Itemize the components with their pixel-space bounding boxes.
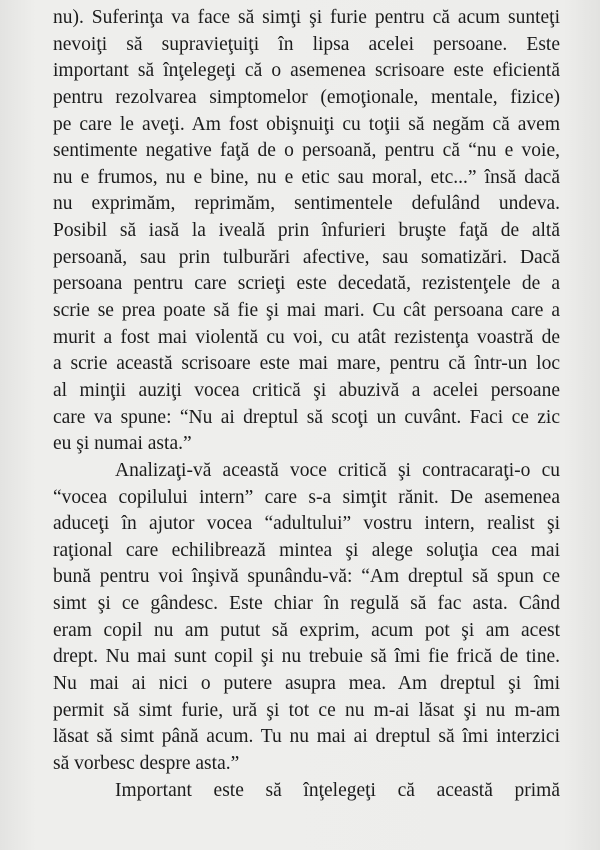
text-line: permit să simt furie, ură şi tot ce nu m-ai lăsat şi nu m-am bbox=[53, 699, 560, 721]
text-line: aduceţi în ajutor vocea “adultului” vostru intern, realist şi bbox=[53, 513, 560, 535]
text-line: pentru rezolvarea simptomelor (emoţionale, mentale, fizice) bbox=[53, 86, 560, 108]
text-line: nevoiţi să supravieţuiţi în lipsa acelei persoane. Este bbox=[53, 33, 560, 55]
paragraph-3 bbox=[53, 778, 560, 805]
text-line: simt şi ce gândesc. Este chiar în regulă să fac asta. Când bbox=[53, 593, 560, 615]
text-line: a scrie această scrisoare este mai mare, pentru că într-un loc bbox=[53, 353, 560, 375]
text-line: bună pentru voi înşivă spunându-vă: “Am dreptul să spun ce bbox=[53, 566, 560, 588]
text-line: lăsat să simt până acum. Tu nu mai ai dreptul să îmi interzici bbox=[53, 726, 560, 748]
text-line: murit a fost mai violentă cu voi, cu atât rezistenţa voastră de bbox=[53, 326, 560, 348]
text-line: nu exprimăm, reprimăm, sentimentele defulând undeva. bbox=[53, 193, 560, 215]
text-line: persoana pentru care scrieţi este decedată, rezistenţele de a bbox=[53, 273, 560, 295]
text-line: sentimente negative faţă de o persoană, pentru că “nu e voie, bbox=[53, 140, 560, 162]
text-line: eu şi numai asta.” bbox=[53, 433, 192, 455]
text-line: Nu mai ai nici o putere asupra mea. Am dreptul şi îmi bbox=[53, 673, 560, 695]
text-line: nu). Suferinţa va face să simţi şi furie pentru că acum sunteţi bbox=[53, 7, 560, 28]
text-line: Important este să înţelegeţi că această primă bbox=[115, 779, 560, 801]
text-line: care va spune: “Nu ai dreptul să scoţi un cuvânt. Faci ce zic bbox=[53, 406, 560, 428]
text-line: persoană, sau prin tulburări afective, sau somatizări. Dacă bbox=[53, 246, 560, 268]
text-line: “vocea copilului intern” care s-a simţit rănit. De asemenea bbox=[53, 486, 560, 508]
paragraph-2 bbox=[53, 458, 560, 778]
text-line: Analizaţi-vă această voce critică şi contracaraţi-o cu bbox=[115, 459, 560, 481]
text-line: scrie se prea poate să fie şi mai mari. Cu cât persoana care a bbox=[53, 300, 560, 322]
text-line: raţional care echilibrează mintea şi alege soluţia cea mai bbox=[53, 539, 560, 561]
text-line: Posibil să iasă la iveală prin înfurieri bruşte faţă de altă bbox=[53, 220, 560, 242]
text-line: al minţii auziţi vocea critică şi abuzivă a acelei persoane bbox=[53, 379, 560, 401]
text-line: drept. Nu mai sunt copil şi nu trebuie să îmi fie frică de tine. bbox=[53, 646, 560, 668]
paragraph-1 bbox=[53, 5, 560, 458]
text-line: pe care le aveţi. Am fost obişnuiţi cu toţii să negăm că avem bbox=[53, 113, 560, 135]
text-line: eram copil nu am putut să exprim, acum pot şi am acest bbox=[53, 619, 560, 641]
text-line: important să înţelegeţi că o asemenea scrisoare este eficientă bbox=[53, 60, 560, 82]
text-line: nu e frumos, nu e bine, nu e etic sau moral, etc...” însă dacă bbox=[53, 166, 560, 188]
text-line: să vorbesc despre asta.” bbox=[53, 752, 240, 774]
